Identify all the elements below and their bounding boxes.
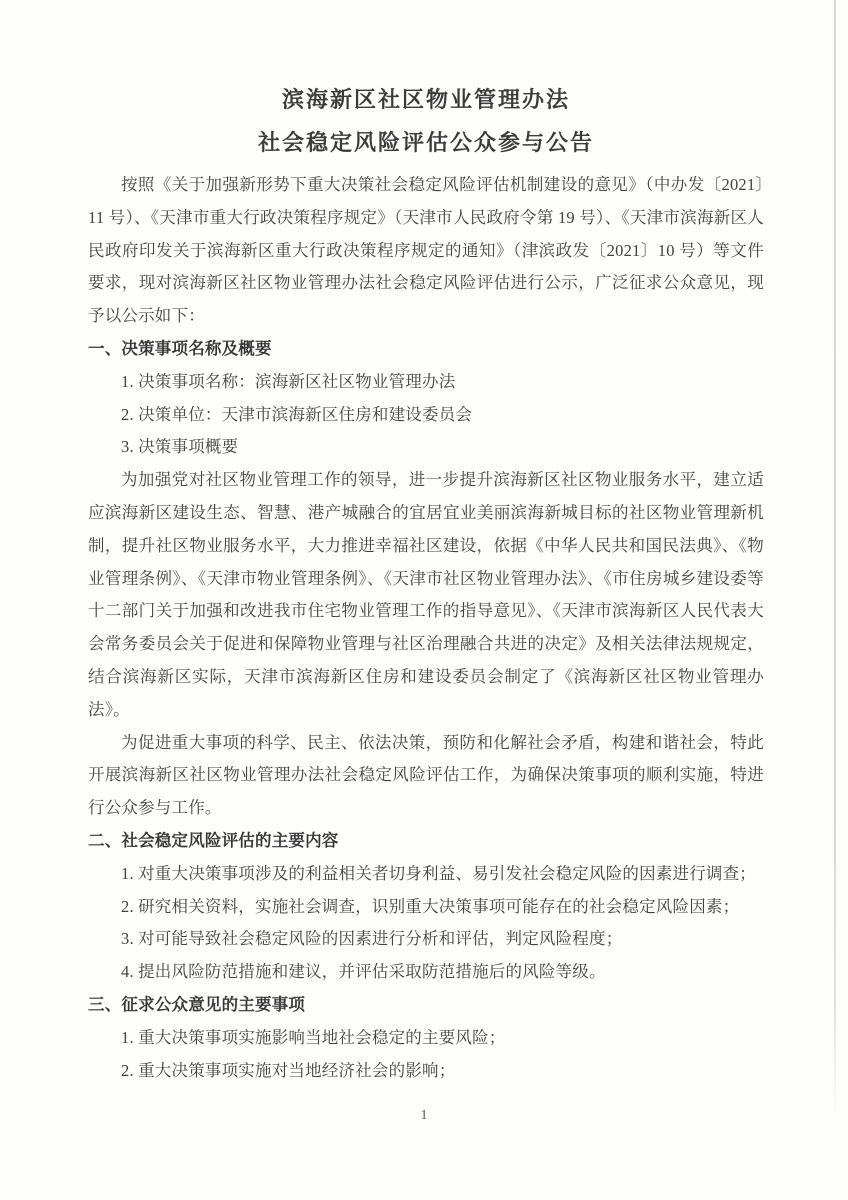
section3-item2: 2. 重大决策事项实施对当地经济社会的影响； bbox=[121, 1060, 456, 1080]
document-title-line2: 社会稳定风险评估公众参与公告 bbox=[257, 130, 594, 155]
section1-paragraph1: 为加强党对社区物业管理工作的领导，进一步提升滨海新区社区物业服务水平，建立适应滨海新区建设生态、智慧、港产城融合的宜居宜业美丽滨海新城目标的社区物业管理新机制，提升社区物业服务水平，大力推进幸福社区建设，依据《中华人民共和国民法典》、《物业管理条例》、《天津市物业管理条例》、《天津市社区物业管理办法》、《市住房城乡建设委等十二部门关于加强和改进我市住宅物业管理工作的指导意见》、《天津市滨海新区人民代表大会常务委员会关于促进和保障物业管理与社区治理融合共进的决定》及相关法律法规规定，结合滨海新区实际，天津市滨海新区住房和建设委员会制定了《滨海新区社区物业管理办法》。 bbox=[88, 470, 764, 719]
document-content bbox=[88, 84, 764, 1087]
section2-heading: 二、社会稳定风险评估的主要内容 bbox=[88, 830, 339, 850]
section2-item1: 1. 对重大决策事项涉及的利益相关者切身利益、易引发社会稳定风险的因素进行调查； bbox=[121, 863, 756, 883]
intro-paragraph: 按照《关于加强新形势下重大决策社会稳定风险评估机制建设的意见》（中办发〔2021〕11 号）、《天津市重大行政决策程序规定》（天津市人民政府令第 19 号）、《天津市滨海新区人民政府印发关于滨海新区重大行政决策程序规定的通知》（津滨政发〔2021〕10 号）等文件要求，现对滨海新区社区物业管理办法社会稳定风险评估进行公示，广泛征求公众意见，现予以公示如下： bbox=[88, 175, 764, 326]
section1-heading: 一、决策事项名称及概要 bbox=[88, 338, 272, 358]
document-title-line1: 滨海新区社区物业管理办法 bbox=[281, 87, 570, 112]
section2-item4: 4. 提出风险防范措施和建议，并评估采取防范措施后的风险等级。 bbox=[121, 962, 606, 982]
section3-heading: 三、征求公众意见的主要事项 bbox=[88, 994, 306, 1014]
section2-item3: 3. 对可能导致社会稳定风险的因素进行分析和评估，判定风险程度； bbox=[121, 929, 623, 949]
section3-item1: 1. 重大决策事项实施影响当地社会稳定的主要风险； bbox=[121, 1027, 506, 1047]
section1-item1: 1. 决策事项名称：滨海新区社区物业管理办法 bbox=[121, 371, 456, 391]
section1-paragraph2: 为促进重大事项的科学、民主、依法决策，预防和化解社会矛盾，构建和谐社会，特此开展滨海新区社区物业管理办法社会稳定风险评估工作，为确保决策事项的顺利实施，特进行公众参与工作。 bbox=[88, 732, 764, 818]
page-number: 1 bbox=[420, 1108, 428, 1123]
section1-item2: 2. 决策单位：天津市滨海新区住房和建设委员会 bbox=[121, 404, 473, 424]
scan-edge-line bbox=[834, 0, 836, 1118]
section1-item3: 3. 决策事项概要 bbox=[121, 437, 239, 457]
section2-item2: 2. 研究相关资料，实施社会调查，识别重大决策事项可能存在的社会稳定风险因素； bbox=[121, 896, 740, 916]
